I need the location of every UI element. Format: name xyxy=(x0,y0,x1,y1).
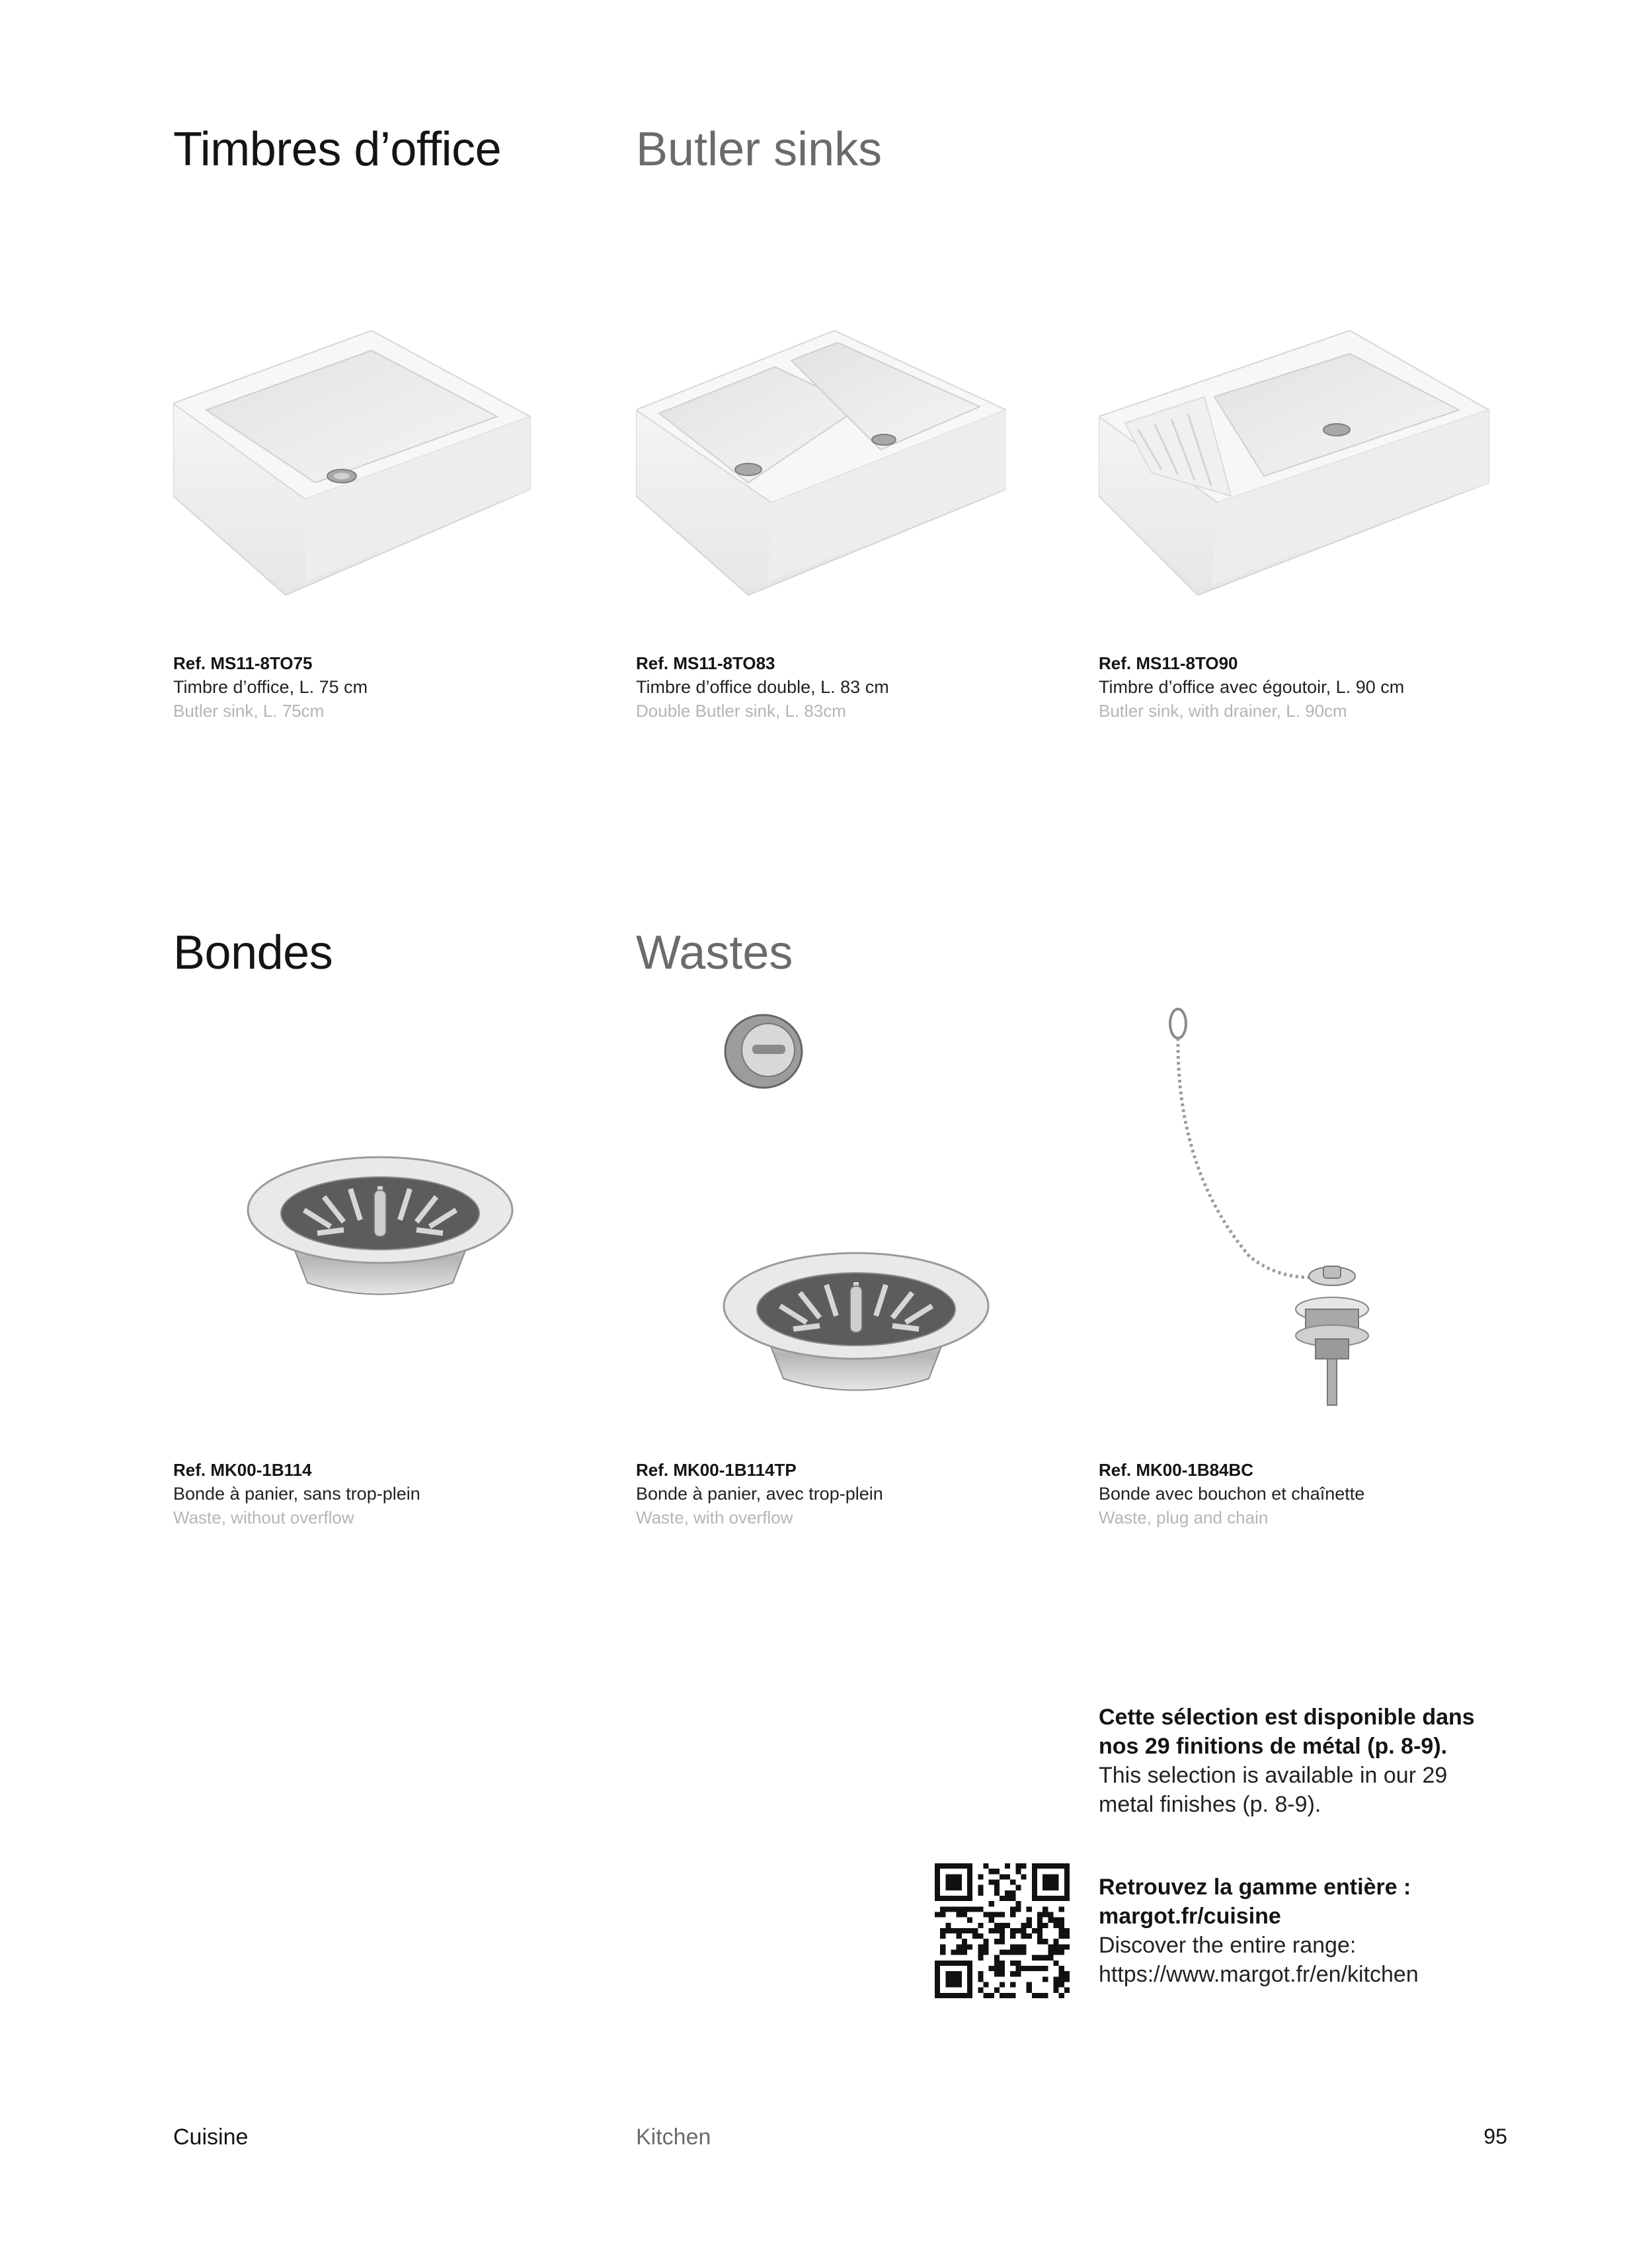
product-name-fr: Bonde avec bouchon et chaînette xyxy=(1099,1484,1365,1504)
page-number: 95 xyxy=(1483,2125,1507,2148)
product-name-en: Double Butler sink, L. 83cm xyxy=(636,701,846,721)
finishes-note-fr-1: Cette sélection est disponible dans xyxy=(1099,1705,1475,1730)
range-en-1: Discover the entire range: xyxy=(1099,1933,1357,1958)
product-name-en: Butler sink, with drainer, L. 90cm xyxy=(1099,701,1347,721)
product-caption xyxy=(636,1458,1006,1529)
product-name-fr: Timbre d’office double, L. 83 cm xyxy=(636,677,889,697)
range-fr-2[interactable]: margot.fr/cuisine xyxy=(1099,1904,1281,1929)
product-caption xyxy=(1099,1458,1469,1529)
product-caption xyxy=(173,1458,543,1529)
product-name-fr: Bonde à panier, avec trop-plein xyxy=(636,1484,883,1504)
product-caption xyxy=(636,651,1006,723)
product-caption xyxy=(1099,651,1469,723)
product-name-en: Waste, with overflow xyxy=(636,1508,793,1527)
finishes-note-fr-2: nos 29 finitions de métal (p. 8-9). xyxy=(1099,1734,1448,1759)
footer-section-fr: Cuisine xyxy=(173,2125,249,2150)
butler-sink-with-drainer-icon xyxy=(1099,324,1495,602)
product-caption xyxy=(173,651,543,723)
section-title-en: Butler sinks xyxy=(636,123,883,176)
product-name-fr: Bonde à panier, sans trop-plein xyxy=(173,1484,420,1504)
section-title-fr: Bondes xyxy=(173,926,333,979)
qr-code-icon[interactable] xyxy=(935,1863,1070,1998)
product-name-en: Waste, without overflow xyxy=(173,1508,354,1527)
finishes-note-en-1: This selection is available in our 29 xyxy=(1099,1763,1448,1788)
section-title-en: Wastes xyxy=(636,926,793,979)
plug-and-chain-waste-icon xyxy=(1150,998,1415,1408)
finishes-note xyxy=(1099,1703,1522,1819)
product-ref: Ref. MS11-8TO83 xyxy=(636,653,775,673)
product-ref: Ref. MS11-8TO90 xyxy=(1099,653,1238,673)
single-butler-sink-icon xyxy=(173,324,543,602)
range-en-2[interactable]: https://www.margot.fr/en/kitchen xyxy=(1099,1962,1419,1987)
overflow-cap-icon xyxy=(721,1012,806,1091)
product-ref: Ref. MK00-1B114 xyxy=(173,1460,312,1480)
product-name-en: Butler sink, L. 75cm xyxy=(173,701,325,721)
footer-section-en: Kitchen xyxy=(636,2125,711,2150)
product-name-fr: Timbre d’office avec égoutoir, L. 90 cm xyxy=(1099,677,1405,697)
section-title-fr: Timbres d’office xyxy=(173,123,502,176)
finishes-note-en-2: metal finishes (p. 8-9). xyxy=(1099,1792,1321,1817)
product-ref: Ref. MS11-8TO75 xyxy=(173,653,313,673)
product-ref: Ref. MK00-1B84BC xyxy=(1099,1460,1254,1480)
basket-waste-overflow-icon xyxy=(721,1240,992,1398)
product-name-en: Waste, plug and chain xyxy=(1099,1508,1269,1527)
range-link-block xyxy=(1099,1873,1575,1989)
double-butler-sink-icon xyxy=(636,324,1006,602)
product-name-fr: Timbre d’office, L. 75 cm xyxy=(173,677,368,697)
product-ref: Ref. MK00-1B114TP xyxy=(636,1460,797,1480)
basket-waste-icon xyxy=(245,1144,516,1303)
range-fr-1: Retrouvez la gamme entière : xyxy=(1099,1875,1411,1900)
